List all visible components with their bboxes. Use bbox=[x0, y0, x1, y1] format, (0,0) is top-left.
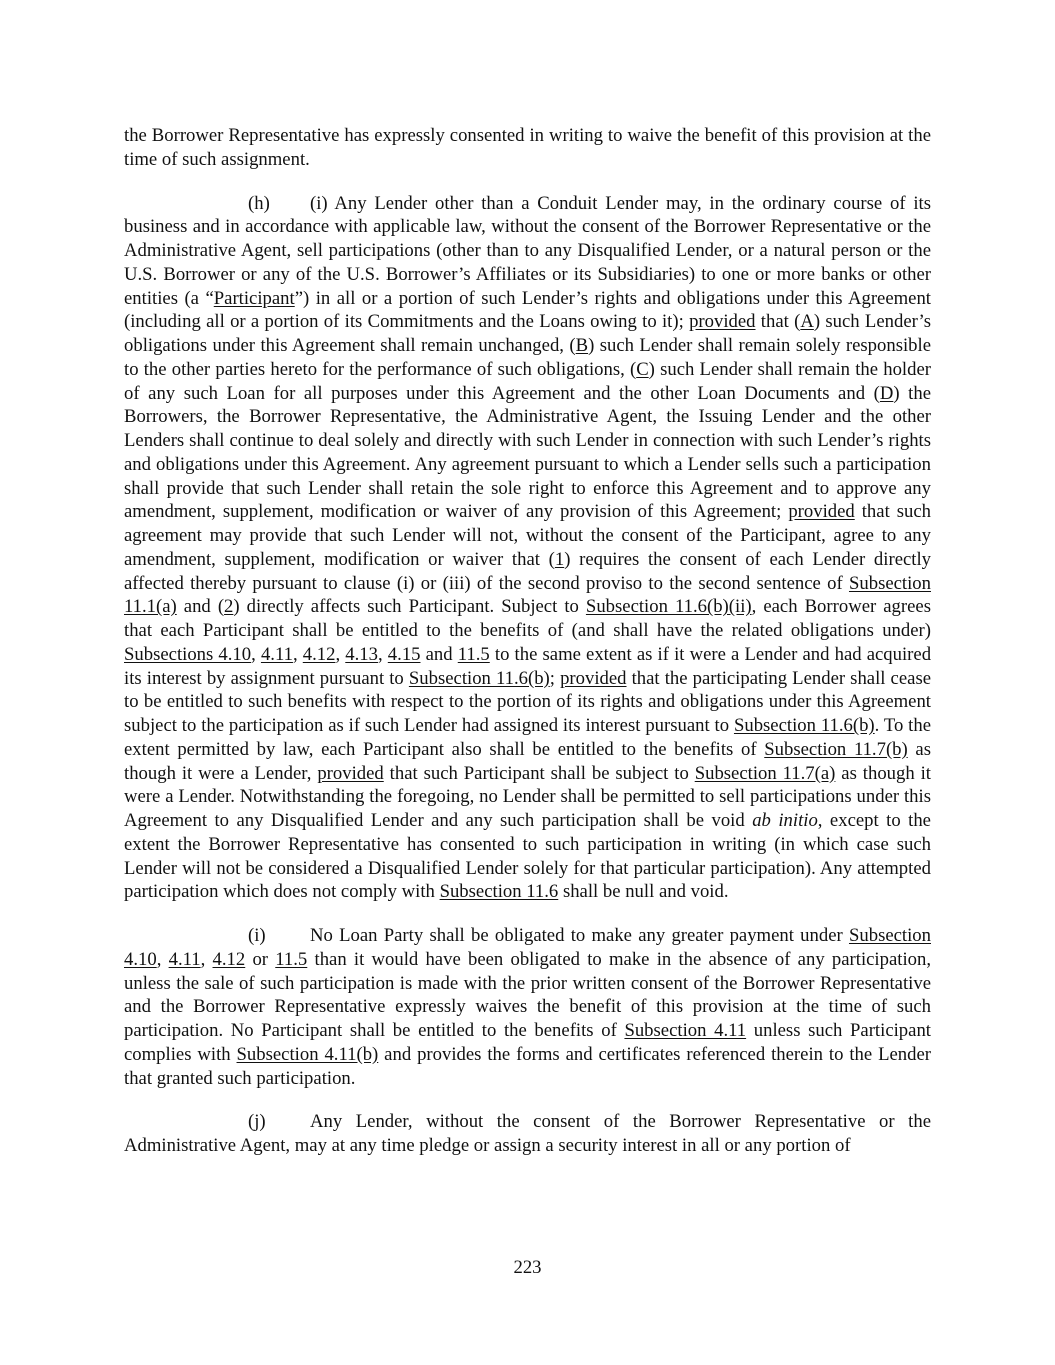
item-label-b: B bbox=[575, 335, 589, 356]
item-label-a: A bbox=[800, 311, 814, 333]
clause-marker-j: (j) bbox=[248, 1111, 266, 1133]
cross-reference: Subsection 11.7(a) bbox=[694, 762, 836, 784]
page-number: 223 bbox=[513, 1257, 542, 1278]
paragraph-continuation bbox=[124, 124, 931, 172]
cross-reference: Subsection 11.6 bbox=[439, 881, 559, 903]
item-label-2: 2 bbox=[224, 596, 234, 618]
cross-reference: 11.5 bbox=[275, 948, 308, 970]
cross-reference: Subsections 4.10 bbox=[124, 643, 252, 665]
document-page bbox=[124, 124, 931, 1178]
cross-reference: Subsection 11.7(b) bbox=[764, 738, 908, 760]
cross-reference: 11.5 bbox=[457, 643, 490, 665]
cross-reference: 4.12 bbox=[212, 948, 246, 970]
cross-reference: 4.15 bbox=[387, 643, 421, 665]
clause-marker-h: (h) bbox=[248, 192, 270, 214]
item-label-d: D bbox=[879, 382, 894, 404]
proviso-term: provided bbox=[317, 762, 384, 784]
paragraph-h: (h) (i) Any Lender other than a Conduit Lender may, in the ordinary course of its business and in accordance with applicable law, without the consent of the Borrower Representative or the Administrative Agent, sell participations (other than to any Disqualified Lender, or a natural person or the U.S. Borrower or any of the U.S. Borrower’s Affiliates or its Subsidiaries) to one or more banks or other entities (a “Participant”) in all or a portion of such Lender’s rights and obligations under this Agreement (including all or a portion of its Commitments and the Loans owing to it); provided that (A) such Lender’s obligations under this Agreement shall remain unchanged, (B) such Lender shall remain solely responsible to the other parties hereto for the performance of such obligations, (C) such Lender shall remain the holder of any such Loan for all purposes under this Agreement and the other Loan Documents and (D) the Borrowers, the Borrower Representative, the Administrative Agent, the Issuing Lender and the other Lenders shall continue to deal solely and directly with such Lender in connection with such Lender’s rights and obligations under this Agreement. Any agreement pursuant to which a Lender sells such a participation shall provide that such Lender shall retain the sole right to enforce this Agreement and to approve any amendment, supplement, modification or waiver of any provision of this Agreement; provided that such agreement may provide that such Lender will not, without the consent of the Participant, agree to any amendment, supplement, modification or waiver that (1) requires the consent of each Lender directly affected thereby pursuant to clause (i) or (iii) of the second proviso to the second sentence of Subsection 11.1(a) and (2) directly affects such Participant. Subject to Subsection 11.6(b)(ii), each Borrower agrees that each Participant shall be entitled to the benefits of (and shall have the related obligations under) Subsections 4.10, 4.11, 4.12, 4.13, 4.15 and 11.5 to the same extent as if it were a Lender and had acquired its interest by assignment pursuant to Subsection 11.6(b); provided that the participating Lender shall cease to be entitled to such benefits with respect to the portion of its rights and obligations under this Agreement subject to the participation as if such Lender had assigned its interest pursuant to Subsection 11.6(b). To the extent permitted by law, each Participant also shall be entitled to the benefits of Subsection 11.7(b) as though it were a Lender, provided that such Participant shall be subject to Subsection 11.7(a) as though it were a Lender. Notwithstanding the foregoing, no Lender shall be permitted to sell participations under this Agreement to any Disqualified Lender and any such participation shall be void ab initio, except to the extent the Borrower Representative has consented to such participation in writing (in which case such Lender will not be considered a Disqualified Lender solely for that particular participation). Any attempted participation which does not comply with Subsection 11.6 shall be null and void. bbox=[124, 192, 932, 903]
proviso-term: provided bbox=[560, 667, 627, 689]
item-label-1: 1 bbox=[554, 548, 565, 570]
cross-reference: Subsection 11.6(b)(ii) bbox=[585, 596, 752, 618]
cross-reference: Subsection 4.10 bbox=[124, 925, 931, 970]
cross-reference: Subsection 11.1(a) bbox=[124, 572, 931, 618]
cross-reference: Subsection 4.11 bbox=[624, 1020, 747, 1041]
paragraph-text: the Borrower Representative has expressly consented in writing to waive the benefit of this provision at the time of such assignment. bbox=[124, 125, 931, 170]
paragraph-i: (i) No Loan Party shall be obligated to make any greater payment under Subsection 4.10, 4.11, 4.12 or 11.5 than it would have been obligated to make in the absence of any participation, unless the sale of such participation is made with the prior written consent of the Borrower Representative and the Borrower Representative expressly waives the benefit of this provision at the time of such participation. No Participant shall be entitled to the benefits of Subsection 4.11 unless such Participant complies with Subsection 4.11(b) and provides the forms and certificates referenced therein to the Lender that granted such participation. bbox=[124, 925, 932, 1089]
cross-reference: 4.13 bbox=[345, 643, 378, 665]
proviso-term: provided bbox=[689, 311, 756, 333]
cross-reference: Subsection 11.6(b) bbox=[408, 667, 550, 689]
clause-marker-i: (i) bbox=[248, 925, 266, 946]
cross-reference: 4.11 bbox=[260, 643, 293, 665]
cross-reference: Subsection 4.11(b) bbox=[236, 1043, 379, 1065]
paragraph-j: (j) Any Lender, without the consent of the Borrower Representative or the Administrative Agent, may at any time pledge or assign a security interest in all or any portion of bbox=[124, 1111, 931, 1156]
cross-reference: 4.12 bbox=[302, 643, 336, 665]
proviso-term: provided bbox=[788, 501, 855, 523]
cross-reference: Subsection 11.6(b) bbox=[733, 715, 875, 736]
cross-reference: 4.11 bbox=[168, 948, 201, 970]
defined-term-participant: Participant bbox=[213, 287, 295, 309]
item-label-c: C bbox=[636, 358, 649, 380]
latin-term: ab initio bbox=[752, 810, 818, 831]
